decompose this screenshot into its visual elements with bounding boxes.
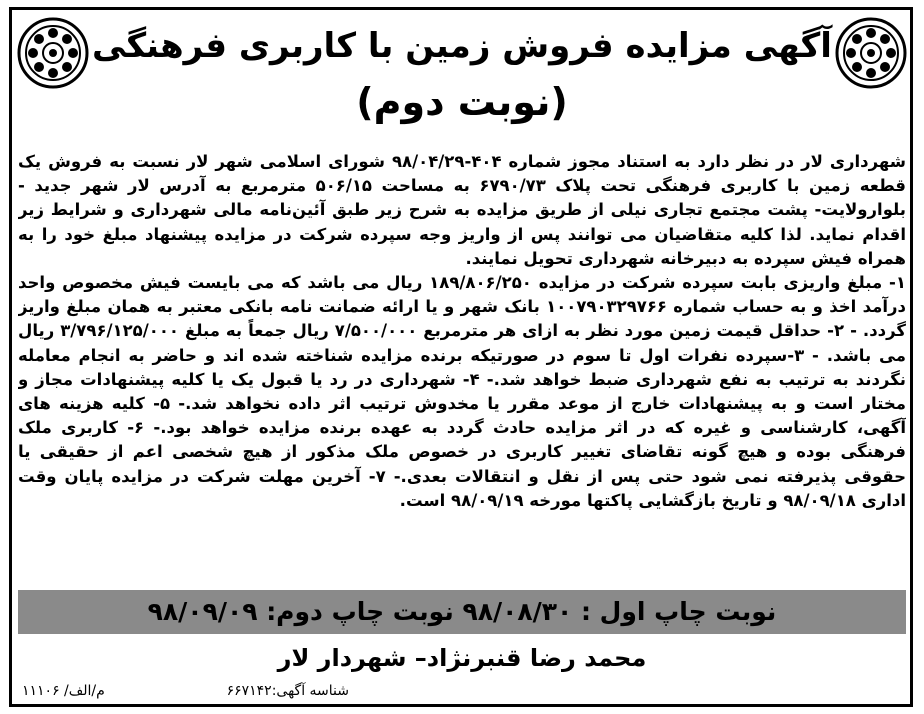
print-dates-bar [18,590,906,634]
ad-body [18,150,906,586]
municipality-seal-icon [834,16,908,90]
ad-subtitle: (نوبت دوم) [356,80,568,124]
conditions-paragraph: ۱- مبلغ واریزی بابت سپرده شرکت در مزایده ۱۸۹/۸۰۶/۲۵۰ ریال می باشد که می بایست فیش مخصوص واحد درآمد اخذ و به حساب شماره ۱۰۰۷۹۰۳۲۹۷۶۶ بانک شهر و یا ارائه ضمانت نامه بانکی معتبر به همان مبلغ واریز گردد. - ۲- حداقل قیمت زمین مورد نظر به ازای هر مترمربع ۷/۵۰۰/۰۰۰ ریال جمعاً به مبلغ ۳/۷۹۶/۱۲۵/۰۰۰ ریال می باشد. - ۳-سپرده نفرات اول تا سوم در صورتیکه برنده مزایده شناخته شده اند و حاضر به انجام معامله نگردند به ترتیب به نفع شهرداری ضبط خواهد شد.- ۴- شهرداری در رد یا قبول یک یا کلیه پیشنهادات مجاز و مختار است و به پیشنهادات خارج از موعد مقرر یا مخدوش ترتیب اثر داده نخواهد شد.- ۵- کلیه هزینه های آگهی، کارشناسی و غیره که در اثر مزایده حادث گردد به عهده برنده مزایده خواهد بود.- ۶- کاربری ملک فرهنگی بوده و هیچ گونه تقاضای تغییر کاربری در خصوص ملک مذکور از هیچ شخصی اعم از حقیقی یا حقوقی پذیرفته نمی شود حتی پس از نقل و انتقالات بعدی.- ۷- آخرین مهلت شرکت در مزایده پایان وقت اداری ۹۸/۰۹/۱۸ و تاریخ بازگشایی پاکتها مورخه ۹۸/۰۹/۱۹ است. [18,273,906,510]
intro-paragraph: شهرداری لار در نظر دارد به استناد مجوز شماره ۴۰۴-۹۸/۰۴/۲۹ شورای اسلامی شهر لار نسبت به فروش یک قطعه زمین با کاربری فرهنگی تحت پلاک ۶۷۹۰/۷۳ به مساحت ۵۰۶/۱۵ مترمربع به آدرس لار شهر جدید - بلوارولایت- پشت مجتمع تجاری نیلی از طریق مزایده به شرح زیر طبق آئین‌نامه مالی شهرداری و شرایط زیر اقدام نماید. لذا کلیه متقاضیان می توانند پس از واریز وجه سپرده شرکت در مزایده پیشنهاد مبلغ خود را به همراه فیش سپرده به دبیرخانه شهرداری تحویل نمایند. [18,152,906,268]
mayor-signature: محمد رضا قنبرنژاد– شهردار لار [277,644,647,672]
ad-id: شناسه آگهی:۶۶۷۱۴۲ [226,683,349,699]
ad-title: آگهی مزایده فروش زمین با کاربری فرهنگی [92,26,832,66]
ad-code: م/الف/ ۱۱۱۰۶ [22,683,105,699]
municipality-seal-icon [16,16,90,90]
print-dates-text: نوبت چاپ اول : ۹۸/۰۸/۳۰ نوبت چاپ دوم: ۹۸/۰۹/۰۹ [147,597,777,626]
